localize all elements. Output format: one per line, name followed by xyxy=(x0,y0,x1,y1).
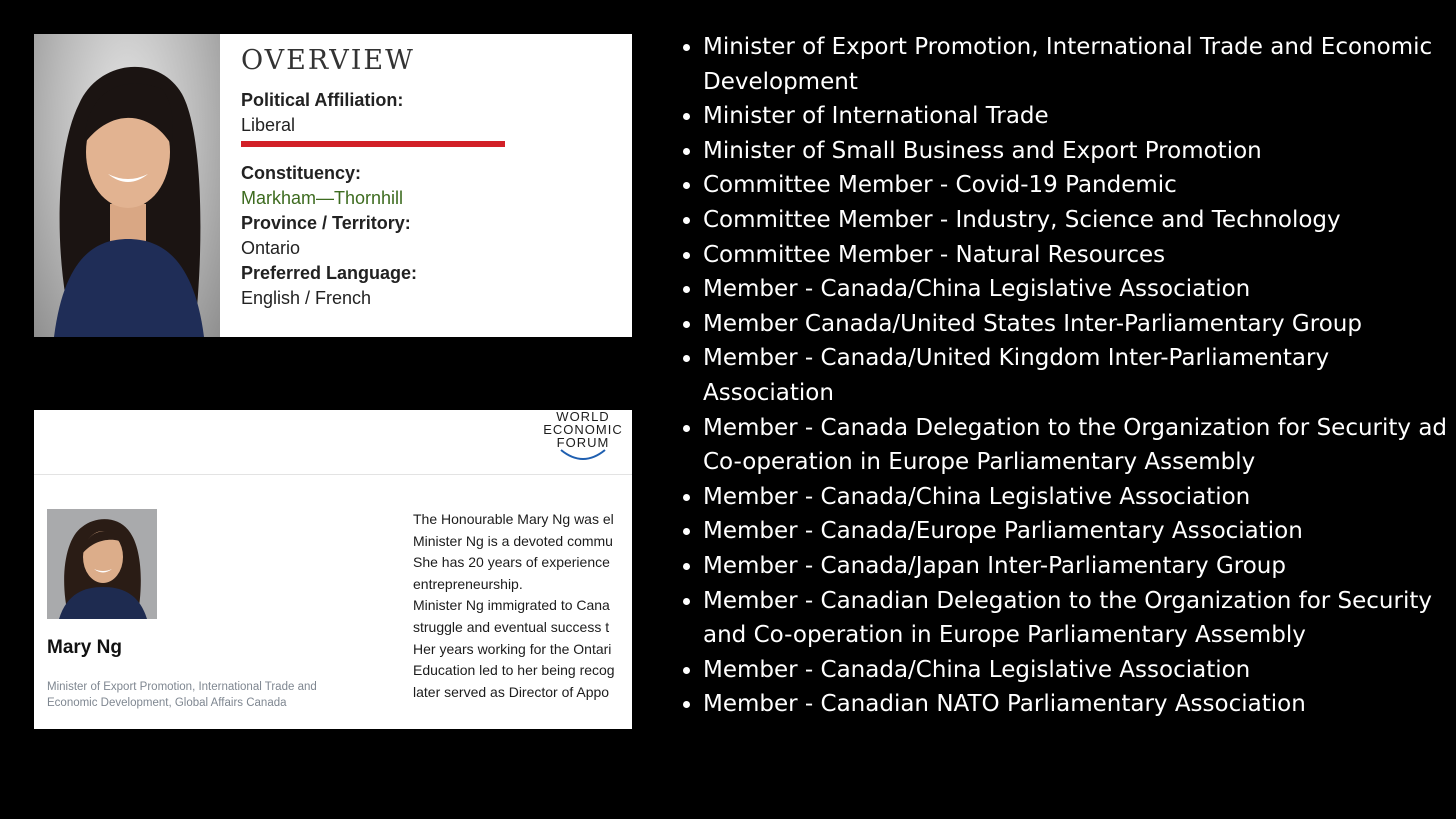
divider-rule xyxy=(241,141,505,147)
list-item: • Member - Canada/China Legislative Association xyxy=(703,480,1456,515)
roles-list xyxy=(678,30,1456,722)
portrait-illustration xyxy=(34,34,220,337)
wef-logo-line: ECONOMIC xyxy=(543,422,623,437)
person-name: Mary Ng xyxy=(47,637,122,658)
constituency-label: Constituency: xyxy=(241,162,362,183)
political-affiliation-label: Political Affiliation: xyxy=(241,89,404,110)
overview-content xyxy=(241,46,622,311)
person-role: Minister of Export Promotion, International Trade and Economic Development, Global Affairs Canada xyxy=(47,681,317,709)
list-item: • Member - Canada/China Legislative Association xyxy=(703,272,1456,307)
province-label: Province / Territory: xyxy=(241,212,411,233)
overview-title: OVERVIEW xyxy=(241,45,415,76)
list-item: • Member - Canada/China Legislative Association xyxy=(703,653,1456,688)
list-item: • Committee Member - Covid-19 Pandemic xyxy=(703,168,1456,203)
list-item: • Member - Canadian Delegation to the Organization for Security and Co-operation in Europe Parliamentary Assembly xyxy=(703,584,1456,653)
bio-line: She has 20 years of experience xyxy=(413,554,610,571)
portrait-photo xyxy=(34,34,220,337)
wef-logo-line: FORUM xyxy=(556,435,610,450)
wef-logo[interactable] xyxy=(534,410,632,462)
list-item: • Member - Canada/United Kingdom Inter-Parliamentary Association xyxy=(703,341,1456,410)
list-item: • Member - Canada/Japan Inter-Parliamentary Group xyxy=(703,549,1456,584)
political-affiliation-value: Liberal xyxy=(241,114,296,135)
bio-text xyxy=(413,509,632,703)
preferred-language-value: English / French xyxy=(241,287,372,308)
preferred-language-label: Preferred Language: xyxy=(241,262,418,283)
bio-line: Minister Ng is a devoted commu xyxy=(413,532,613,549)
bio-line: entrepreneurship. xyxy=(413,575,523,592)
wef-header xyxy=(34,410,632,475)
list-item: • Minister of Export Promotion, International Trade and Economic Development xyxy=(703,30,1456,99)
wef-profile-card xyxy=(34,410,632,729)
overview-card xyxy=(34,34,632,337)
bio-line: later served as Director of Appo xyxy=(413,683,610,700)
bio-line: struggle and eventual success t xyxy=(413,618,610,635)
avatar xyxy=(47,509,157,619)
list-item: • Member - Canada/Europe Parliamentary Association xyxy=(703,514,1456,549)
list-item: • Committee Member - Natural Resources xyxy=(703,238,1456,273)
list-item: • Member Canada/United States Inter-Parliamentary Group xyxy=(703,307,1456,342)
province-value: Ontario xyxy=(241,237,301,258)
list-item: • Member - Canadian NATO Parliamentary Association xyxy=(703,687,1456,722)
bio-line: The Honourable Mary Ng was el xyxy=(413,511,614,527)
list-item: • Minister of Small Business and Export Promotion xyxy=(703,134,1456,169)
bio-line: Her years working for the Ontari xyxy=(413,640,612,657)
bio-line: Education led to her being recog xyxy=(413,662,615,679)
list-item: • Member - Canada Delegation to the Organization for Security ad Co-operation in Europe Parliamentary Assembly xyxy=(703,411,1456,480)
wef-logo-line: WORLD xyxy=(556,410,610,424)
wef-logo-arc-icon xyxy=(559,448,607,462)
list-item: • Minister of International Trade xyxy=(703,99,1456,134)
bio-line: Minister Ng immigrated to Cana xyxy=(413,597,610,614)
constituency-value[interactable]: Markham—Thornhill xyxy=(241,187,404,208)
avatar-illustration xyxy=(47,509,157,619)
list-item: • Committee Member - Industry, Science and Technology xyxy=(703,203,1456,238)
